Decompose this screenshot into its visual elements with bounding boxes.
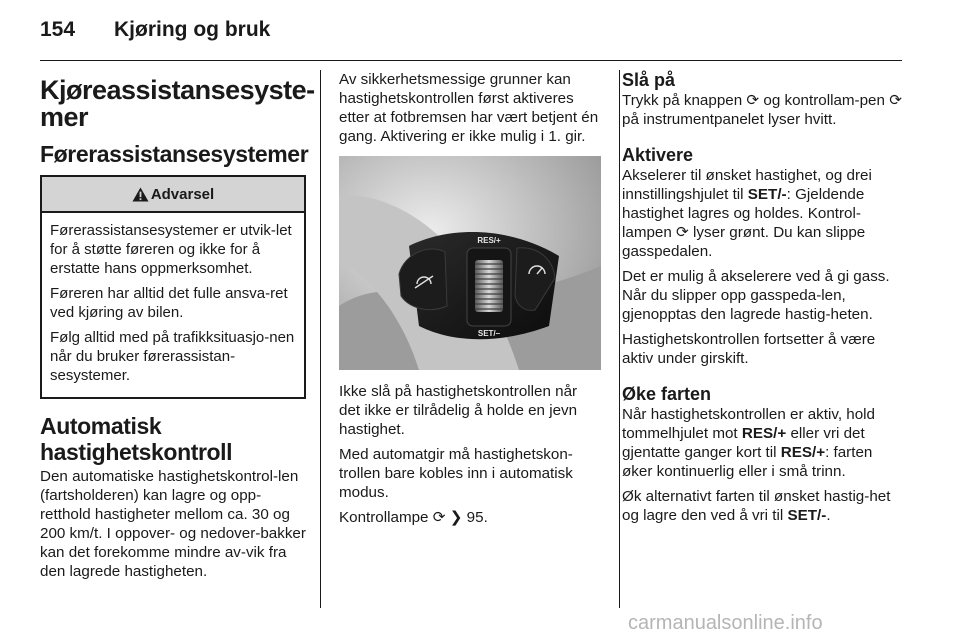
cruise-lamp-icon: ⟳ [889, 91, 902, 109]
cruise-button-icon: ⟳ [746, 91, 760, 109]
switch-on-heading: Slå på [622, 70, 676, 90]
watermark: carmanualsonline.info [628, 612, 823, 634]
section-title: Førerassistansesystemer [40, 141, 309, 167]
column-divider-1 [320, 70, 321, 608]
running-title: Kjøring og bruk [114, 18, 271, 41]
res-key-label: RES/+ [780, 444, 826, 461]
activate-heading: Aktivere [622, 145, 694, 165]
increase-speed-text-2: Øk alternativt farten til ønsket hastig-het og lagre den ved å vri til SET/-. [622, 488, 891, 524]
res-key-label: RES/+ [741, 425, 787, 442]
steering-wheel-photo [339, 156, 601, 370]
cruise-control-heading: Automatisk hastighetskontroll [40, 413, 233, 465]
page-reference-icon[interactable]: ❯ [449, 508, 463, 526]
warning-text-2: Føreren har alltid det fulle ansva-ret ved kjøring av bilen. [50, 285, 288, 321]
warning-text-1: Førerassistansesystemer er utvik-let for å støtte føreren og ikke for å erstatte hans oppmerksomhet. [50, 222, 292, 277]
increase-speed-heading: Øke farten [622, 384, 712, 404]
page-reference-link[interactable]: 95. [466, 509, 488, 526]
warning-box [40, 175, 306, 399]
automatic-gear-paragraph: Med automatgir må hastighetskon-trollen bare kobles inn i automatisk modus. [339, 446, 573, 501]
activate-text-3: Hastighetskontrollen fortsetter å være aktiv under girskift. [622, 331, 876, 367]
page-number: 154 [40, 18, 76, 41]
safety-paragraph: Av sikkerhetsmessige grunner kan hastighetskontrollen først aktiveres etter at fotbremsen har vært betjent én gang. Aktivering er ikke mulig i 1. gir. [339, 71, 599, 145]
page-header [40, 18, 902, 48]
indicator-reference: Kontrollampe ⟳ ❯ 95. [339, 508, 488, 526]
header-rule [40, 60, 902, 61]
caution-paragraph: Ikke slå på hastighetskontrollen når det ikke er tilrådelig å holde en jevn hastighet. [339, 383, 578, 438]
column-2 [339, 70, 601, 533]
increase-speed-text: Når hastighetskontrollen er aktiv, hold tommelhjulet mot RES/+ eller vri det gjentatte ganger kort til RES/+: farten øker kontinuerlig eller i små trinn. [622, 406, 875, 480]
cruise-indicator-icon: ⟳ [432, 508, 446, 526]
warning-triangle-icon [132, 187, 149, 202]
set-key-label: SET/- [787, 507, 827, 524]
cruise-lamp-icon: ⟳ [676, 223, 689, 241]
cruise-control-intro: Den automatiske hastighetskontrol-len (fartsholderen) kan lagre og opp-retthold hastigheter mellom ca. 30 og 200 km/t. I oppover- og nedover-bakker kan det forekomme mindre av-vik fra den lagrede hastigheten. [40, 468, 306, 580]
activate-text: Akselerer til ønsket hastighet, og drei innstillingshjulet til SET/-: Gjeldende hastighet lagres og holdes. Kontrol-lampen ⟳ lyser grønt. Du kan slippe gasspedalen. [622, 167, 872, 260]
activate-text-2: Det er mulig å akselerere ved å gi gass. Når du slipper opp gasspeda-len, gjenopptas den lagrede hastig-heten. [622, 268, 890, 323]
column-divider-2 [619, 70, 620, 608]
warning-text-3: Følg alltid med på trafikksituasjo-nen når du bruker førerassistan-sesystemer. [50, 329, 295, 384]
column-3 [622, 70, 904, 531]
res-plus-label: RES/+ [477, 236, 501, 245]
warning-body [42, 213, 304, 397]
main-title: Kjøreassistansesyste- mer [40, 75, 315, 132]
warning-title: Advarsel [150, 185, 215, 203]
column-1 [40, 70, 315, 587]
set-minus-label: SET/– [477, 329, 501, 338]
warning-header [42, 177, 304, 213]
set-key-label: SET/- [747, 186, 787, 203]
switch-on-text: Trykk på knappen ⟳ og kontrollam-pen ⟳ på instrumentpanelet lyser hvitt. [622, 91, 902, 128]
